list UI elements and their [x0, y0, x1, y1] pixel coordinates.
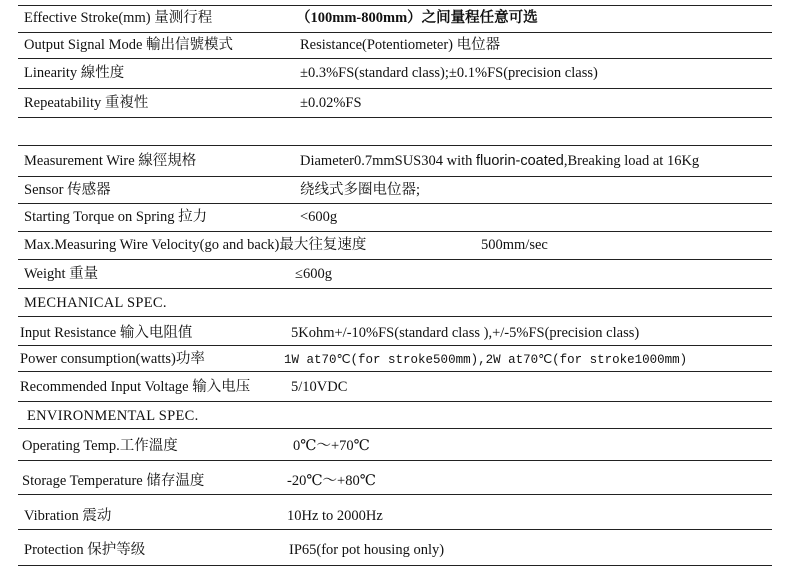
row-divider	[18, 176, 772, 177]
row-value-storage-temp: -20℃～+80℃	[287, 473, 376, 489]
row-label-max-velocity: Max.Measuring Wire Velocity(go and back)最大往复速度	[24, 237, 367, 253]
row-value-measurement-wire	[300, 152, 699, 170]
row-divider	[18, 145, 772, 146]
row-value-weight: ≤600g	[295, 266, 332, 282]
row-label-protection: Protection 保护等级	[24, 542, 146, 558]
row-label-operating-temp: Operating Temp.工作溫度	[22, 438, 178, 454]
row-value-input-voltage: 5/10VDC	[291, 379, 348, 395]
row-divider	[18, 371, 772, 372]
row-divider	[18, 32, 772, 33]
row-divider	[18, 428, 772, 429]
section-environmental-spec: ENVIRONMENTAL SPEC.	[27, 408, 199, 424]
row-label-output-signal: Output Signal Mode 輸出信號模式	[24, 37, 234, 53]
row-label-linearity: Linearity 線性度	[24, 65, 125, 81]
row-label-repeatability: Repeatability 重複性	[24, 95, 149, 111]
wire-coating: fluorin-coated	[476, 153, 564, 169]
row-divider	[18, 494, 772, 495]
row-value-protection: IP65(for pot housing only)	[289, 542, 445, 558]
row-divider	[18, 316, 772, 317]
row-label-input-voltage: Recommended Input Voltage 输入电压	[20, 379, 251, 395]
wire-value-part: Diameter0.7mmSUS304 with	[300, 153, 477, 169]
row-value-linearity: ±0.3%FS(standard class);±0.1%FS(precision class)	[300, 65, 598, 81]
row-divider	[18, 88, 772, 89]
row-label-storage-temp: Storage Temperature 储存温度	[22, 473, 205, 489]
row-divider	[18, 565, 772, 566]
row-divider	[18, 529, 772, 530]
row-value-sensor: 绕线式多圈电位器;	[300, 182, 421, 198]
row-value-repeatability: ±0.02%FS	[300, 95, 362, 111]
row-label-input-resistance: Input Resistance 输入电阻值	[20, 325, 193, 341]
row-divider	[18, 231, 772, 232]
row-label-effective-stroke: Effective Stroke(mm) 量测行程	[24, 10, 213, 26]
row-value-vibration: 10Hz to 2000Hz	[287, 508, 383, 524]
row-value-operating-temp: 0℃～+70℃	[293, 438, 370, 454]
row-value-input-resistance: 5Kohm+/-10%FS(standard class ),+/-5%FS(precision class)	[291, 325, 640, 341]
row-value-starting-torque: <600g	[300, 209, 338, 225]
row-divider	[18, 58, 772, 59]
row-label-starting-torque: Starting Torque on Spring 拉力	[24, 209, 208, 225]
row-divider	[18, 259, 772, 260]
section-mechanical-spec: MECHANICAL SPEC.	[24, 295, 167, 311]
row-value-power-consumption: 1W at70℃(for stroke500mm),2W at70℃(for stroke1000mm)	[284, 353, 688, 367]
wire-breaking-load: ,Breaking load at 16Kg	[563, 153, 700, 169]
row-label-power-consumption: Power consumption(watts)功率	[20, 351, 205, 367]
row-value-max-velocity: 500mm/sec	[481, 237, 548, 253]
row-divider	[18, 401, 772, 402]
row-label-vibration: Vibration 震动	[24, 508, 112, 524]
row-label-weight: Weight 重量	[24, 266, 99, 282]
row-label-measurement-wire: Measurement Wire 線徑規格	[24, 153, 197, 169]
row-divider	[18, 117, 772, 118]
row-divider	[18, 460, 772, 461]
row-divider	[18, 203, 772, 204]
row-value-output-signal: Resistance(Potentiometer) 电位器	[300, 37, 501, 53]
row-divider	[18, 5, 772, 6]
row-divider	[18, 345, 772, 346]
row-value-effective-stroke: （100mm-800mm）之间量程任意可选	[296, 10, 538, 26]
row-divider	[18, 288, 772, 289]
row-label-sensor: Sensor 传感器	[24, 182, 111, 198]
